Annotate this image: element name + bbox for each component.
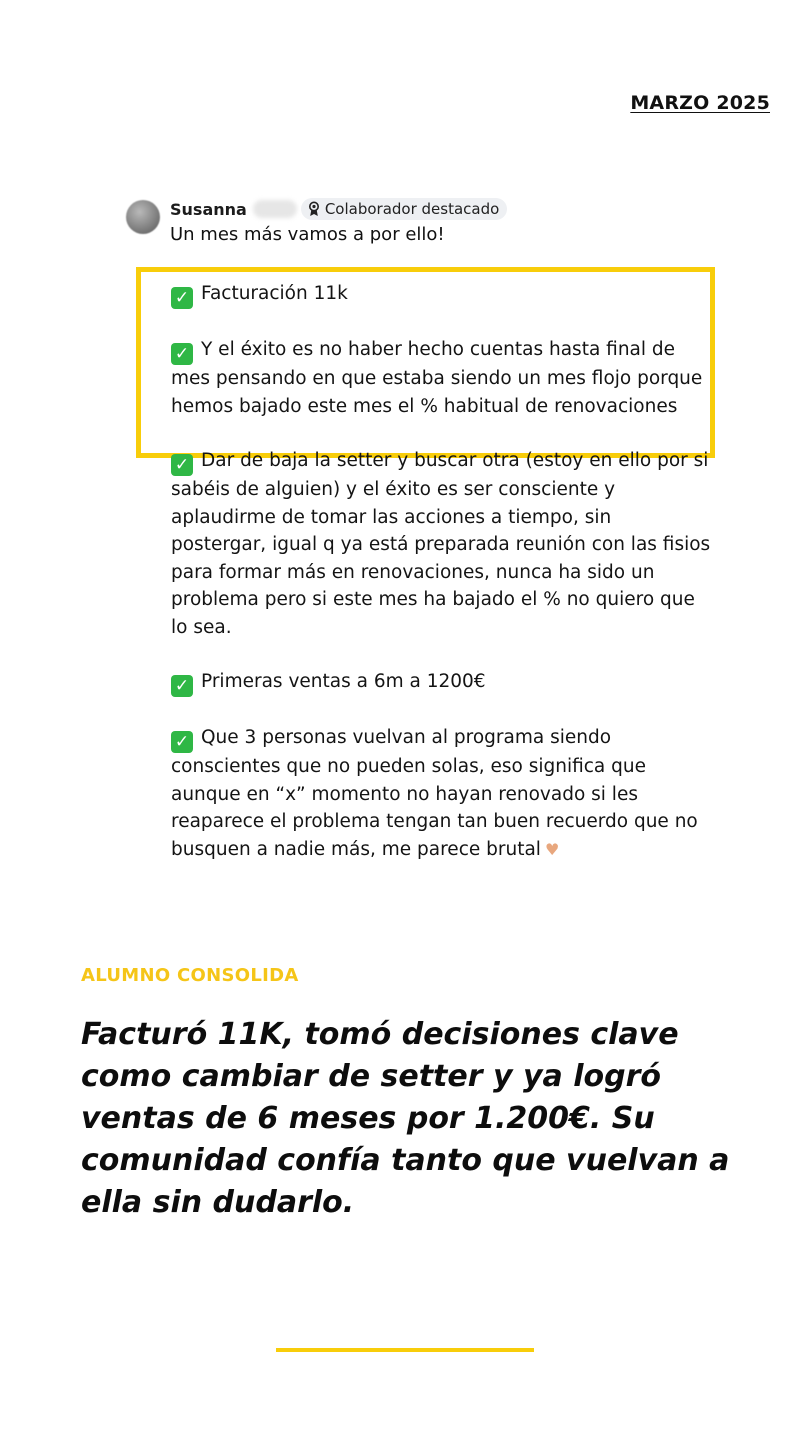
divider — [276, 1348, 534, 1352]
contributor-badge — [301, 198, 507, 220]
post-item — [171, 336, 711, 420]
post-items — [171, 280, 711, 863]
check-mark-button-icon: ✓ — [171, 454, 193, 476]
date-label: MARZO 2025 — [630, 92, 770, 114]
section-tag: ALUMNO CONSOLIDA — [81, 965, 299, 986]
post-item — [171, 668, 711, 697]
post-item — [171, 280, 711, 309]
heart-hands-icon: ♥ — [544, 839, 560, 859]
author-row — [170, 198, 507, 220]
community-post — [126, 198, 726, 246]
avatar[interactable] — [126, 200, 160, 234]
post-item-text: Dar de baja la setter y buscar otra (estoy en ello por si sabéis de alguien) y el éxito es ser consciente y aplaudirme de tomar las acciones a tiempo, sin postergar, igual q ya está preparada reunión con las fisios para formar más en renovaciones, nunca ha sido un problema pero si este mes ha bajado el % no quiero que lo sea. — [171, 450, 711, 638]
check-mark-button-icon: ✓ — [171, 675, 193, 697]
post-item-text: Facturación 11k — [201, 283, 348, 304]
post-header — [126, 198, 726, 246]
check-mark-button-icon: ✓ — [171, 731, 193, 753]
author-name[interactable]: Susanna — [170, 199, 247, 219]
post-item-text: Y el éxito es no haber hecho cuentas hasta final de mes pensando en que estaba siendo un mes flojo porque hemos bajado este mes el % habitual de renovaciones — [171, 339, 703, 417]
award-ribbon-icon — [307, 201, 321, 217]
headline: Facturó 11K, tomó decisiones clave como cambiar de setter y ya logró ventas de 6 meses por 1.200€. Su comunidad confía tanto que vuelvan a ella sin dudarlo. — [81, 1017, 730, 1220]
post-item-text: Que 3 personas vuelvan al programa siendo conscientes que no pueden solas, eso significa que aunque en “x” momento no hayan renovado si les reaparece el problema tengan tan buen recuerdo que no busquen a nadie más, me parece brutal — [171, 727, 698, 860]
post-item-text: Primeras ventas a 6m a 1200€ — [201, 671, 486, 692]
post-header-text — [170, 198, 507, 246]
check-mark-button-icon: ✓ — [171, 287, 193, 309]
badge-label: Colaborador destacado — [324, 200, 500, 218]
check-mark-button-icon: ✓ — [171, 343, 193, 365]
post-intro: Un mes más vamos a por ello! — [170, 224, 445, 245]
post-item — [171, 724, 711, 863]
post-item — [171, 447, 711, 641]
blurred-surname — [253, 200, 297, 218]
